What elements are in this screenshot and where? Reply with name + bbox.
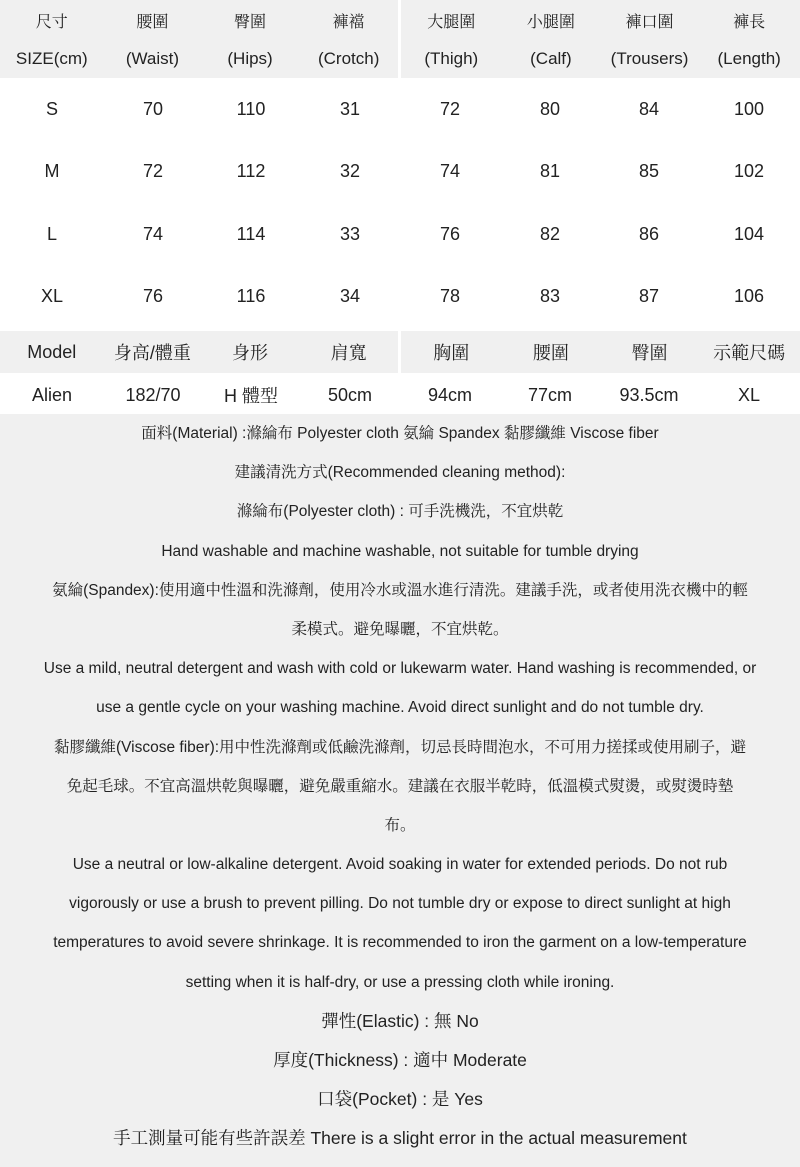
size-label: S [45, 98, 58, 119]
table-row [0, 203, 800, 266]
table-cell: 182/70 [125, 384, 181, 405]
table-cell: 50cm [327, 384, 372, 405]
model-chart [0, 328, 800, 414]
note-line: 柔模式。避免曝曬，不宜烘乾。 [291, 620, 509, 638]
table-cell: 87 [638, 286, 660, 307]
thickness-line: 厚度(Thickness) : 適中 Moderate [273, 1050, 527, 1070]
header-cell: 臀圍 [631, 343, 668, 363]
header-cell: (Length) [717, 49, 781, 68]
header-cell: 身形 [232, 343, 269, 363]
header-cell: 肩寬 [330, 343, 367, 363]
header-cell: 褲口圍 [625, 13, 674, 31]
table-cell: 81 [539, 161, 561, 182]
model-header [0, 328, 800, 376]
table-cell: 86 [638, 223, 660, 244]
header-cell: 大腿圍 [398, 0, 501, 40]
header-cell: 尺寸 [35, 13, 68, 31]
header-cell: 臀圍 [234, 13, 267, 31]
table-cell: 100 [733, 98, 765, 119]
table-cell: 85 [638, 161, 660, 182]
header-cell: 腰圍 [532, 343, 569, 363]
header-cell: (Thigh) [398, 40, 501, 78]
note-line: 氨綸(Spandex):使用適中性溫和洗滌劑，使用冷水或溫水進行清洗。建議手洗，或者使用洗衣機中的輕 [52, 581, 748, 599]
header-cell: 胸圍 [398, 331, 501, 373]
size-label: XL [40, 286, 64, 307]
size-header-en [0, 40, 800, 78]
table-cell: 33 [339, 223, 361, 244]
note-line: Use a mild, neutral detergent and wash with cold or lukewarm water. Hand washing is recommended, or [43, 660, 757, 678]
note-line: 黏膠纖維(Viscose fiber):用中性洗滌劑或低鹼洗滌劑，切忌長時間泡水，不可用力搓揉或使用刷子，避 [53, 738, 747, 756]
table-cell: 84 [638, 98, 660, 119]
table-cell: 104 [733, 223, 765, 244]
table-cell: 74 [142, 223, 164, 244]
table-cell: 74 [439, 161, 461, 182]
size-label: M [44, 161, 60, 182]
model-name: Alien [31, 384, 73, 405]
care-notes [0, 414, 800, 1167]
table-row [0, 266, 800, 329]
table-cell: 34 [339, 286, 361, 307]
table-cell: 83 [539, 286, 561, 307]
header-cell: (Hips) [227, 49, 273, 68]
table-row [0, 141, 800, 204]
size-chart [0, 0, 800, 328]
header-cell: (Crotch) [317, 49, 380, 68]
table-cell: 77cm [527, 384, 572, 405]
measurement-disclaimer: 手工測量可能有些許誤差 There is a slight error in the actual measurement [113, 1128, 687, 1149]
table-cell: 93.5cm [619, 384, 679, 405]
size-label: L [46, 223, 57, 244]
elastic-line: 彈性(Elastic) : 無 No [321, 1010, 479, 1031]
size-header-zh [0, 0, 800, 40]
note-line: vigorously or use a brush to prevent pilling. Do not tumble dry or expose to direct sunlight at high [69, 895, 731, 913]
table-cell: 114 [236, 223, 266, 244]
note-line: temperatures to avoid severe shrinkage. It is recommended to iron the garment on a low-temperature [53, 934, 747, 952]
header-cell: 示範尺碼 [713, 343, 786, 363]
header-cell: (Calf) [530, 49, 572, 68]
model-row [0, 376, 800, 414]
material-line: 面料(Material) :滌綸布 Polyester cloth 氨綸 Spandex 黏膠纖維 Viscose fiber [141, 425, 659, 442]
table-cell: 32 [339, 161, 361, 182]
header-cell: Model [27, 341, 77, 362]
table-cell: XL [737, 384, 761, 405]
header-cell: 小腿圍 [526, 13, 575, 31]
table-cell: H 體型 [224, 386, 278, 406]
header-cell: SIZE(cm) [15, 49, 88, 68]
note-line: 布。 [384, 816, 416, 834]
header-cell: 褲長 [733, 13, 766, 31]
table-cell: 116 [236, 286, 266, 307]
table-cell: 94cm [427, 384, 472, 405]
table-cell: 82 [539, 223, 561, 244]
table-cell: 80 [539, 98, 561, 119]
pocket-line: 口袋(Pocket) : 是 Yes [317, 1089, 483, 1110]
note-line: 免起毛球。不宜高溫烘乾與曝曬，避免嚴重縮水。建議在衣服半乾時，低溫模式熨燙，或熨燙時墊 [66, 777, 734, 795]
header-cell: (Waist) [125, 49, 180, 68]
header-cell: 身高/體重 [113, 343, 191, 363]
table-cell: 102 [733, 161, 765, 182]
header-cell: 腰圍 [136, 13, 169, 31]
table-cell: 31 [339, 98, 361, 119]
table-cell: 72 [439, 98, 461, 119]
table-cell: 72 [142, 161, 164, 182]
note-line: setting when it is half-dry, or use a pressing cloth while ironing. [185, 973, 615, 991]
cleaning-heading: 建議清洗方式(Recommended cleaning method): [234, 464, 566, 482]
note-line: use a gentle cycle on your washing machine. Avoid direct sunlight and do not tumble dry. [96, 699, 704, 717]
table-cell: 78 [439, 286, 461, 307]
header-cell: (Trousers) [610, 49, 689, 68]
table-row [0, 78, 800, 141]
table-cell: 110 [236, 98, 266, 119]
table-cell: 106 [733, 286, 765, 307]
note-line: Use a neutral or low-alkaline detergent. Avoid soaking in water for extended periods. Do not rub [72, 856, 728, 874]
table-cell: 76 [439, 223, 461, 244]
note-line: 滌綸布(Polyester cloth) : 可手洗機洗，不宜烘乾 [236, 503, 564, 521]
header-cell: 褲襠 [332, 13, 365, 31]
table-cell: 112 [236, 161, 266, 182]
table-cell: 76 [142, 286, 164, 307]
note-line: Hand washable and machine washable, not suitable for tumble drying [161, 542, 639, 560]
table-cell: 70 [142, 98, 164, 119]
